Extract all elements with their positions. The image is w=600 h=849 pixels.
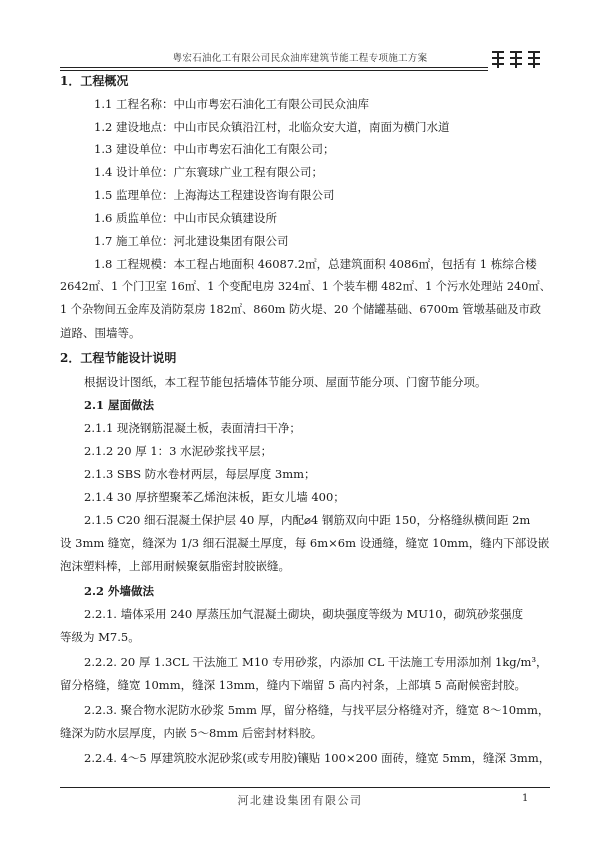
wall-item-4-line-1: 2.2.4. 4～5 厚建筑胶水泥砂浆(或专用胶)镶贴 100×200 面砖，缝宽 5mm，缝深 3mm， xyxy=(84,751,551,765)
roof-item-5-line-3: 泡沫塑料棒，上部用耐候聚氨脂密封胶嵌缝。 xyxy=(60,559,290,573)
project-location-line: 1.2 建设地点：中山市民众镇沿江村，北临众安大道，南面为横门水道 xyxy=(94,120,450,134)
footer-rule xyxy=(60,787,550,788)
header-rule-bottom xyxy=(60,70,488,71)
roof-item-5-line-2: 设 3mm 缝宽，缝深为 1/3 细石混凝土厚度，每 6m×6m 设通缝，缝宽 10mm，缝内下部设嵌 xyxy=(60,536,550,550)
footer-company: 河北建设集团有限公司 xyxy=(237,794,363,807)
wall-item-1-line-2: 等级为 M7.5。 xyxy=(60,630,140,644)
wall-item-3-line-1: 2.2.3. 聚合物水泥防水砂浆 5mm 厚，留分格缝，与找平层分格缝对齐，缝宽 8～10mm， xyxy=(84,703,550,717)
quality-supervisor-line: 1.6 质监单位：中山市民众镇建设所 xyxy=(94,211,277,225)
header-title: 粤宏石油化工有限公司民众油库建筑节能工程专项施工方案 xyxy=(172,53,428,64)
wall-item-1-line-1: 2.2.1. 墙体采用 240 厚蒸压加气混凝土砌块，砌块强度等级为 MU10，砌筑砂浆强度 xyxy=(84,607,524,621)
supervisor-line: 1.5 监理单位：上海海达工程建设咨询有限公司 xyxy=(94,188,335,202)
wall-item-3-line-2: 缝深为防水层厚度，内嵌 5～8mm 后密封材料胶。 xyxy=(60,726,323,740)
contractor-line: 1.7 施工单位：河北建设集团有限公司 xyxy=(94,234,289,248)
wall-item-2-line-2: 留分格缝，缝宽 10mm，缝深 13mm，缝内下端留 5 高内衬条，上部填 5 高耐候密封胶。 xyxy=(60,678,526,692)
section-1-heading: 1．工程概况 xyxy=(60,74,129,88)
roof-item-3: 2.1.3 SBS 防水卷材两层，每层厚度 3mm； xyxy=(84,467,316,481)
page-number: 1 xyxy=(522,793,529,804)
developer-line: 1.3 建设单位：中山市粤宏石油化工有限公司； xyxy=(94,142,335,156)
section-2-intro: 根据设计图纸，本工程节能包括墙体节能分项、屋面节能分项、门窗节能分项。 xyxy=(84,375,487,389)
project-scale-line-3: 1 个杂物间五金库及消防泵房 182㎡、860m 防火堤、20 个储罐基础、6700m 管墩基础及市政 xyxy=(60,303,542,316)
project-scale-line-2: 2642㎡、1 个门卫室 16㎡、1 个变配电房 324㎡、1 个装车棚 482㎡、1 个污水处理站 240㎡、 xyxy=(60,280,551,293)
header-rule-top xyxy=(60,67,488,68)
project-scale-line-1: 1.8 工程规模：本工程占地面积 46087.2㎡，总建筑面积 4086㎡，包括有 1 栋综合楼 xyxy=(94,257,537,271)
section-2-heading: 2．工程节能设计说明 xyxy=(60,351,177,365)
company-logo-icon xyxy=(490,46,546,72)
project-scale-line-4: 道路、围墙等。 xyxy=(60,326,141,340)
roof-item-5-line-1: 2.1.5 C20 细石混凝土保护层 40 厚，内配⌀4 钢筋双向中距 150，分格缝纵横间距 2m xyxy=(84,513,531,527)
wall-item-2-line-1: 2.2.2. 20 厚 1.3CL 干法施工 M10 专用砂浆，内添加 CL 干法施工专用添加剂 1kg/m³， xyxy=(84,655,548,669)
roof-item-1: 2.1.1 现浇钢筋混凝土板，表面清扫干净； xyxy=(84,421,301,435)
wall-heading: 2.2 外墙做法 xyxy=(84,584,155,598)
designer-line: 1.4 设计单位：广东寰球广业工程有限公司； xyxy=(94,165,323,179)
project-name-line: 1.1 工程名称：中山市粤宏石油化工有限公司民众油库 xyxy=(94,97,369,111)
roof-item-2: 2.1.2 20 厚 1：3 水泥砂浆找平层； xyxy=(84,444,273,458)
roof-item-4: 2.1.4 30 厚挤塑聚苯乙烯泡沫板，距女儿墙 400； xyxy=(84,490,345,504)
roof-heading: 2.1 屋面做法 xyxy=(84,398,155,412)
